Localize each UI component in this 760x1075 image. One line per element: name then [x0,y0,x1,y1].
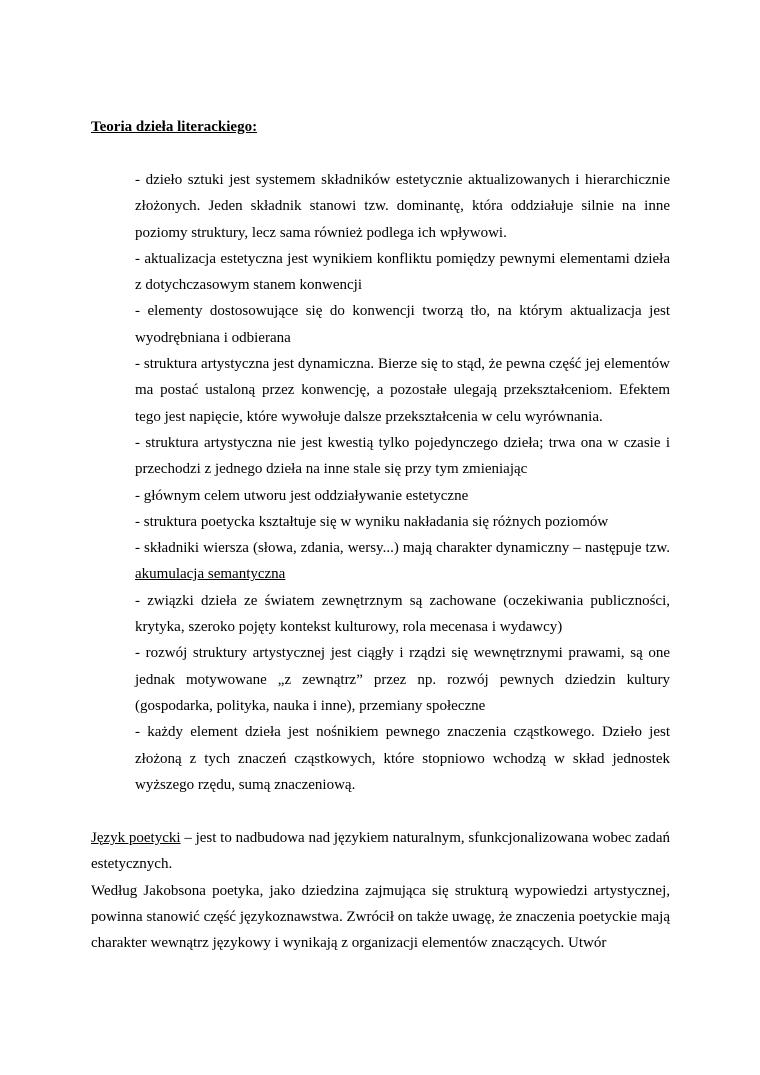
body-section [91,825,670,956]
paragraph-poetic-language [91,825,670,878]
list-item: - aktualizacja estetyczna jest wynikiem konfliktu pomiędzy pewnymi elementami dzieła z dotychczasowym stanem konwencji [135,250,670,294]
theory-list [135,167,670,798]
paragraph-jakobson: Według Jakobsona poetyka, jako dziedzina zajmująca się strukturą wypowiedzi artystycznej, powinna stanowić część językoznawstwa. Zwrócił on także uwagę, że znaczenia poetyckie mają charakter wewnątrz językowy i wynikają z organizacji elementów znaczących. Utwór [91,882,670,952]
list-item: - struktura poetycka kształtuje się w wyniku nakładania się różnych poziomów [135,513,609,530]
paragraph-text: – jest to nadbudowa nad językiem naturalnym, sfunkcjonalizowana wobec zadań estetycznych. [91,830,670,873]
list-item: - głównym celem utworu jest oddziaływanie estetyczne [135,487,469,504]
list-item: - struktura artystyczna jest dynamiczna. Bierze się to stąd, że pewna część jej elementów ma postać ustaloną przez konwencję, a pozostałe ulegają przekształceniom. Efektem tego jest napięcie, które wywołuje dalsze przekształcenia w celu wyrównania. [135,356,670,425]
underlined-term: akumulacja semantyczna [135,566,286,583]
list-item-text: - składniki wiersza (słowa, zdania, wersy...) mają charakter dynamiczny – następuje tzw. [135,540,670,557]
list-item: - struktura artystyczna nie jest kwestią tylko pojedynczego dzieła; trwa ona w czasie i przechodzi z jednego dzieła na inne stale się przy tym zmieniając [135,434,670,478]
list-item: - dzieło sztuki jest systemem składników estetycznie aktualizowanych i hierarchicznie złożonych. Jeden składnik stanowi tzw. dominantę, która oddziałuje silnie na inne poziomy struktury, lecz sama również podlega ich wpływowi. [135,172,670,241]
list-item: - rozwój struktury artystycznej jest ciągły i rządzi się wewnętrznymi prawami, są one jednak motywowane „z zewnątrz” przez np. rozwój pewnych dziedzin kultury (gospodarka, polityka, nauka i inne), przemiany społeczne [135,645,670,714]
term-poetic-language: Język poetycki [91,830,181,846]
list-item: - elementy dostosowujące się do konwencji tworzą tło, na którym aktualizacja jest wyodrębniana i odbierana [135,303,670,346]
list-item [135,535,670,588]
list-item: - związki dzieła ze światem zewnętrznym są zachowane (oczekiwania publiczności, krytyka, szeroko pojęty kontekst kulturowy, rola mecenasa i wydawcy) [135,592,670,636]
document-title: Teoria dzieła literackiego: [91,119,258,135]
list-item: - każdy element dzieła jest nośnikiem pewnego znaczenia cząstkowego. Dzieło jest złożoną z tych znaczeń cząstkowych, które stopniowo wchodzą w skład jednostek wyższego rzędu, sumą znaczeniową. [135,724,670,793]
